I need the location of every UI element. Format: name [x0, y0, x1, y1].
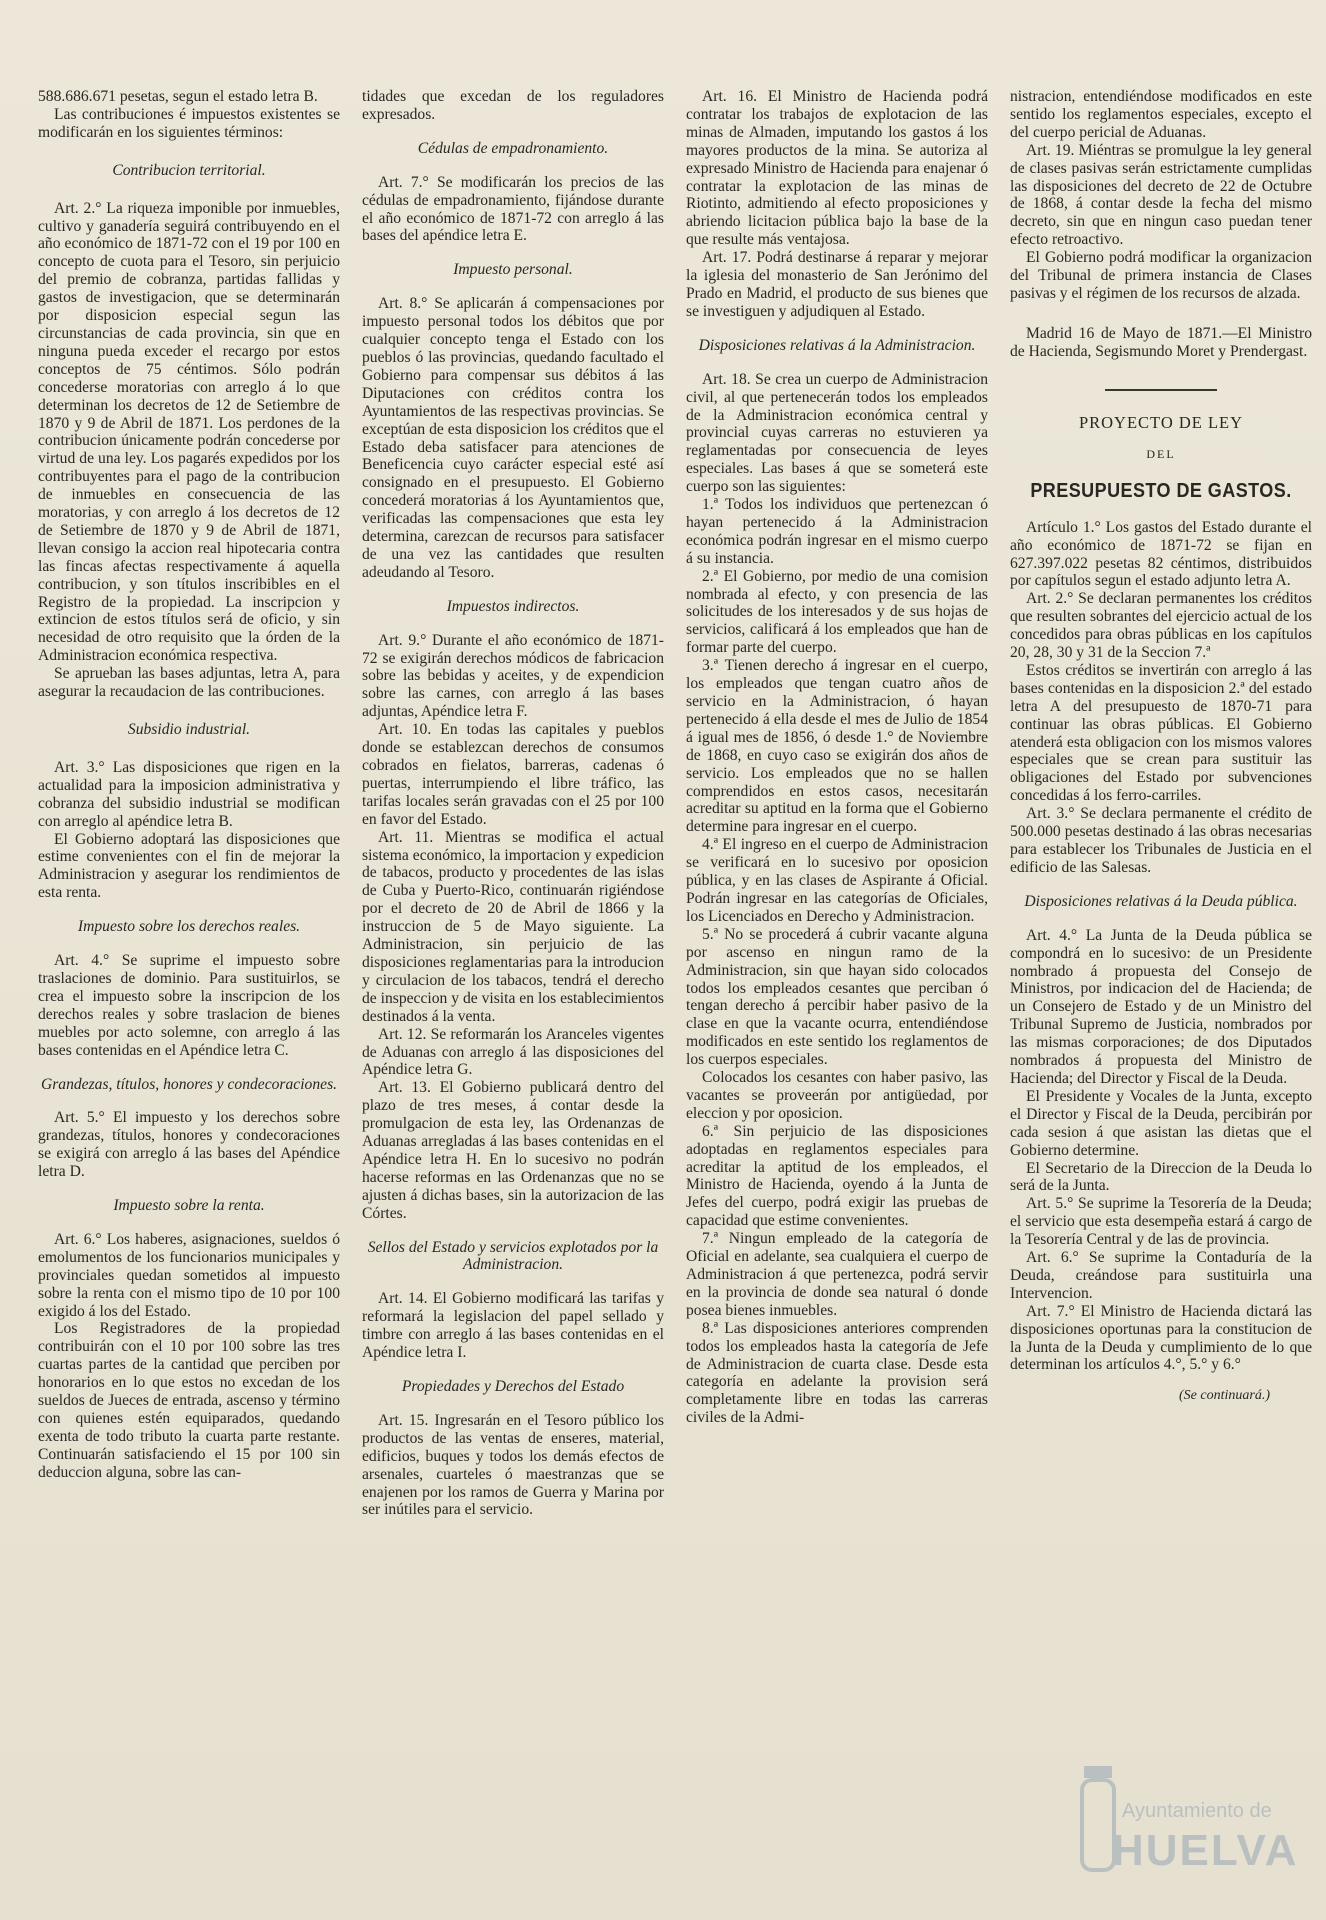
column-3: [686, 88, 988, 1910]
title-presupuesto: PRESUPUESTO DE GASTOS.: [1030, 479, 1292, 502]
paragraph: El Gobierno podrá modificar la organizacion del Tribunal de primera instancia de Clases pasivas y el régimen de los recursos de alzada.: [1010, 249, 1312, 302]
clause-7: 7.ª Ningun empleado de la categoría de Oficial en adelante, sea cualquiera el cuerpo de Administracion á que pertenezca, podrá servir en la provincia de donde sea natural ó donde posea bienes inmuebles.: [686, 1230, 988, 1319]
clause-3: 3.ª Tienen derecho á ingresar en el cuerpo, los empleados que tengan cuatro años de servicio en la Administracion, ó hayan pertenecido á ella desde el mes de Julio de 1854 á igual mes de 1856, ó desde 1.° de Noviembre de 1868, en cuyo caso se exigirán dos años de servicio. Los empleados que no se hallen comprendidos en estos casos, necesitarán acreditar su aptitud en la forma que el Gobierno determine para ingresar en el cuerpo.: [686, 657, 988, 836]
article-13: Art. 13. El Gobierno publicará dentro del plazo de tres meses, á contar desde la promulgacion de esta ley, las Ordenanzas de Aduanas arregladas á las bases contenidas en el Apéndice letra H. En lo sucesivo no podrán hacerse reformas en las Ordenanzas que no se ajusten á dichas bases, sin la autorizacion de las Córtes.: [362, 1079, 664, 1222]
clause-8: 8.ª Las disposiciones anteriores comprenden todos los empleados hasta la categoría de Jefe de Administracion de cuarta clase. Desde esta categoría en adelante la provision será completamente libre en todas las carreras civiles de la Admi-: [686, 1319, 988, 1427]
paragraph: Las contribuciones é impuestos existentes se modificarán en los siguientes términos:: [38, 105, 340, 141]
article-2: Art. 2.° La riqueza imponible por inmuebles, cultivo y ganadería seguirá contribuyendo en el año económico de 1871-72 con el 19 por 100 en concepto de cuota para el Tesoro, sin perjuicio del premio de cobranza, partidas fallidas y gastos de investigacion, que se determinarán por disposicion especial segun las circunstancias de cada provincia, sin que en ninguna pueda exceder el recargo por estos conceptos de 75 céntimos. Sólo podrán concederse moratorias con arreglo á lo que determinan los decretos de 12 de Setiembre de 1870 y 9 de Abril de 1871. Los perdones de la contribucion únicamente podrán concederse por virtud de una ley. Los pagarés expedidos por los contribuyentes para el pago de la contribucion de inmuebles en consecuencia de las moratorias, y con arreglo á los decretos de 12 de Setiembre de 1870 y 9 de Abril de 1871, llevan consigo la accion real hipotecaria contra las fincas afectas respectivamente á aquella contribucion, y son títulos inscribibles en el Registro de la propiedad. La inscripcion y extincion de estos títulos será de oficio, y sin necesidad de otro requisito que la órden de la Administracion económica respectiva.: [38, 199, 340, 665]
article-7: Art. 7.° El Ministro de Hacienda dictará las disposiciones oportunas para la constitucion de la Junta de la Deuda y cumplimiento de lo que determinan los artículos 4.°, 5.° y 6.°: [1010, 1302, 1312, 1374]
paragraph: tidades que excedan de los reguladores expresados.: [362, 88, 664, 123]
article-16: Art. 16. El Ministro de Hacienda podrá contratar los trabajos de explotacion de las minas de Almaden, imputando los gastos á los mayores productos de la mina. Se autoriza al expresado Ministro de Hacienda para enajenar ó contratar la explotacion de las minas de Riotinto, admitiendo al efecto proposiciones y abriendo licitacion pública bajo la base de la que resulte más ventajosa.: [686, 88, 988, 249]
article-6: Art. 6.° Se suprime la Contaduría de la Deuda, creándose para sustituirla una Intervencion.: [1010, 1249, 1312, 1302]
paragraph: Se aprueban las bases adjuntas, letra A, para asegurar la recaudacion de las contribuciones.: [38, 665, 340, 701]
section-heading: Cédulas de empadronamiento.: [417, 139, 609, 157]
article-17: Art. 17. Podrá destinarse á reparar y mejorar la iglesia del monasterio de San Jerónimo del Prado en Madrid, el producto de sus bienes que se investiguen y adjudiquen al Estado.: [686, 249, 988, 320]
article-11: Art. 11. Mientras se modifica el actual sistema económico, la importacion y expedicion de tabacos, producto y procedentes de las islas de Cuba y Puerto-Rico, continuarán rigiéndose por el decreto de 20 de Abril de 1866 y la instruccion de 5 de Mayo siguiente. La Administracion, sin perjuicio de las disposiciones reglamentarias para la introducion y circulacion de los tabacos, tendrá el derecho de inspeccion y de visita en los establecimientos destinados á la venta.: [362, 828, 664, 1025]
article-4: Art. 4.° Se suprime el impuesto sobre traslaciones de dominio. Para sustituirlos, se crea el impuesto sobre la inscripcion de los derechos reales y sobre traslacion de bienes muebles por acto solemne, con arreglo á las bases contenidas en el Apéndice letra C.: [38, 952, 340, 1059]
paragraph: 588.686.671 pesetas, segun el estado letra B.: [38, 88, 318, 105]
article-5: Art. 5.° Se suprime la Tesorería de la Deuda; el servicio que esta desempeña estará á cargo de la Tesorería Central y de las de provincia.: [1010, 1195, 1312, 1249]
article-9: Art. 9.° Durante el año económico de 1871-72 se exigirán derechos módicos de fabricacion sobre las bebidas y aceites, y de expendicion sobre las carnes, con arreglo á las bases adjuntas, Apéndice letra F.: [362, 631, 664, 721]
watermark-line1: Ayuntamiento de: [1122, 1800, 1272, 1822]
article-2: Art. 2.° Se declaran permanentes los créditos que resulten sobrantes del ejercicio actual de los concedidos para obras públicas en los capítulos 20, 28, 30 y 31 de la Seccion 7.ª: [1010, 590, 1312, 662]
section-heading: Propiedades y Derechos del Estado: [401, 1378, 625, 1395]
article-7: Art. 7.° Se modificarán los precios de las cédulas de empadronamiento, fijándose durante el año económico de 1871-72 con arreglo á las bases del apéndice letra E.: [362, 173, 664, 245]
article-8: Art. 8.° Se aplicarán á compensaciones por impuesto personal todos los débitos que por cualquier concepto tenga el Estado con los pueblos ó las provincias, quedando facultado el Gobierno para compensar sus débitos á las Diputaciones con créditos contra los Ayuntamientos de las respectivas provincias. Se exceptúan de esta disposicion los créditos que el Estado deba satisfacer para atenciones de Beneficencia cuyo carácter especial esté así consignado en el presupuesto. El Gobierno concederá moratorias á los Ayuntamientos que, verificadas las compensaciones que esta ley determina, carezcan de recursos para satisfacer de una vez las cantidades que resulten adeudando al Tesoro.: [362, 295, 664, 581]
section-heading: Grandezas, títulos, honores y condecoraciones.: [40, 1075, 338, 1093]
paragraph: Estos créditos se invertirán con arreglo á las bases contenidas en la disposicion 2.ª del estado letra A del presupuesto de 1870-71 para continuar las obras públicas. El Gobierno atenderá esta obligacion con los mismos valores especiales que se crean para sustituir las obligaciones del Estado por subvenciones concedidas á los ferro-carriles.: [1010, 661, 1312, 805]
title-del: DEL: [1146, 446, 1176, 461]
article-3: Art. 3.° Las disposiciones que rigen en la actualidad para la imposicion administrativa y cobranza del subsidio industrial se modifican con arreglo al apéndice letra B.: [38, 758, 340, 830]
divider: [1105, 389, 1217, 391]
watermark-line2: HUELVA: [1112, 1826, 1299, 1875]
article-4: Art. 4.° La Junta de la Deuda pública se compondrá en lo sucesivo: de un Presidente nombrado á propuesta del Consejo de Ministros, por indicacion del de Hacienda; de un Consejero de Estado y de un Ministro del Tribunal Supremo de Justicia, nombrados por las mismas corporaciones; de dos Diputados nombrados á propuesta del Ministro de Hacienda; del Director y Fiscal de la Deuda.: [1010, 926, 1312, 1087]
column-2: [362, 88, 664, 1910]
article-18: Art. 18. Se crea un cuerpo de Administracion civil, al que pertenecerán todos los empleados de la Administracion económica central y provincial cuyas carreras no estuvieren ya reglamentadas por consecuencia de leyes especiales. Las bases á que se someterá este cuerpo son las siguientes:: [686, 370, 988, 496]
article-5: Art. 5.° El impuesto y los derechos sobre grandezas, títulos, honores y condecoraciones se exigirá con arreglo á las bases del Apéndice letra D.: [38, 1109, 340, 1181]
section-heading: Impuesto personal.: [453, 261, 573, 279]
paragraph: El Secretario de la Direccion de la Deuda lo será de la Junta.: [1010, 1159, 1312, 1195]
clause-2: 2.ª El Gobierno, por medio de una comision nombrada al efecto, y con presencia de las solicitudes de los interesados y de sus hojas de servicios, calificará á los empleados que han de formar parte del cuerpo.: [686, 567, 988, 657]
article-1: Artículo 1.° Los gastos del Estado durante el año económico de 1871-72 se fijan en 627.397.022 pesetas 82 céntimos, distribuidos por capítulos segun el estado adjunto letra A.: [1010, 518, 1312, 590]
section-heading: Impuesto sobre los derechos reales.: [77, 918, 301, 936]
column-4: [1010, 88, 1312, 1910]
clause-1: 1.ª Todos los individuos que pertenezcan ó hayan pertenecido á la Administracion económica podrán ingresar en el mismo cuerpo á su instancia.: [686, 496, 988, 567]
clause-6: 6.ª Sin perjuicio de las disposiciones adoptadas en reglamentos especiales para acreditar la aptitud de los empleados, el Ministro de Hacienda, oyendo á la Junta de Jefes del cuerpo, podrá exigir las pruebas de capacidad que estime convenientes.: [686, 1122, 988, 1230]
text-columns: [38, 88, 1312, 1910]
title-proyecto: PROYECTO DE LEY: [1078, 412, 1244, 432]
section-heading: Contribucion territorial.: [112, 161, 266, 179]
article-10: Art. 10. En todas las capitales y pueblos donde se establezcan derechos de consumos cobrados en fielatos, barreras, cadenas ó puertas, interrumpiendo el libre tráfico, las tarifas locales serán gravadas con el 25 por 100 en favor del Estado.: [362, 721, 664, 828]
article-12: Art. 12. Se reformarán los Aranceles vigentes de Aduanas con arreglo á las disposiciones del Apéndice letra G.: [362, 1025, 664, 1079]
article-19: Art. 19. Miéntras se promulgue la ley general de clases pasivas serán estrictamente cumplidas las disposiciones del decreto de 22 de Octubre de 1868, á contar desde la fecha del mismo decreto, sin que en ningun caso puedan tener efecto retroactivo.: [1010, 141, 1312, 249]
clause-4: 4.ª El ingreso en el cuerpo de Administracion se verificará en lo sucesivo por oposicion pública, y en las clases de Aspirante á Oficial. Podrán ingresar en las categorías de Oficiales, los Licenciados en Derecho y Administracion.: [686, 836, 988, 925]
paragraph: Los Registradores de la propiedad contribuirán con el 10 por 100 sobre las tres cuartas partes de la cantidad que perciben por honorarios en lo que estos no excedan de los sueldos de Jueces de entrada, ascenso y término con quienes estén equiparados, quedando exenta de todo tributo la cuarta parte restante. Continuarán satisfaciendo el 15 por 100 sin deduccion alguna, sobre las can-: [38, 1320, 340, 1481]
column-1: [38, 88, 340, 1910]
article-15: Art. 15. Ingresarán en el Tesoro público los productos de las ventas de enseres, material, edificios, buques y todos los demás efectos de arsenales, cuarteles ó maestranzas que se enajenen por los ramos de Guerra y Marina por ser inútiles para el servicio.: [362, 1411, 664, 1519]
section-heading: Sellos del Estado y servicios explotados por la Administracion.: [367, 1238, 659, 1274]
section-heading: Impuestos indirectos.: [446, 597, 580, 615]
article-3: Art. 3.° Se declara permanente el crédito de 500.000 pesetas destinado á las obras necesarias para establecer los Tribunales de Justicia en el edificio de las Salesas.: [1010, 805, 1312, 876]
article-14: Art. 14. El Gobierno modificará las tarifas y reformará la legislacion del papel sellado y timbre con arreglo á las bases contenidas en el Apéndice letra I.: [362, 1290, 664, 1362]
clause-5: 5.ª No se procederá á cubrir vacante alguna por ascenso en ningun ramo de la Administracion, sin que hayan sido colocados todos los empleados cesantes que perciban ó tengan derecho á percibir haber pasivo de la clase en que la vacante ocurra, entendiéndose modificados en este sentido los reglamentos de los cuerpos especiales.: [686, 925, 988, 1069]
paragraph: El Presidente y Vocales de la Junta, excepto el Director y Fiscal de la Deuda, percibirán por cada sesion á que asistan las dietas que el Gobierno determine.: [1010, 1087, 1312, 1159]
paragraph: Colocados los cesantes con haber pasivo, las vacantes se proveerán por antigüedad, por eleccion y por oposicion.: [686, 1069, 988, 1122]
signature-line: Madrid 16 de Mayo de 1871.—El Ministro de Hacienda, Segismundo Moret y Prendergast.: [1010, 324, 1312, 360]
continued-note: (Se continuará.): [1179, 1388, 1270, 1404]
section-heading: Subsidio industrial.: [127, 721, 251, 738]
section-heading: Disposiciones relativas á la Administracion.: [698, 336, 976, 354]
section-heading: Disposiciones relativas á la Deuda pública.: [1024, 892, 1298, 910]
section-heading: Impuesto sobre la renta.: [113, 1197, 265, 1215]
paragraph: nistracion, entendiéndose modificados en este sentido los reglamentos especiales, excepto el del cuerpo pericial de Aduanas.: [1010, 88, 1312, 141]
paragraph: El Gobierno adoptará las disposiciones que estime convenientes con el fin de mejorar la Administracion y asegurar los rendimientos de esta renta.: [38, 830, 340, 902]
article-6: Art. 6.° Los haberes, asignaciones, sueldos ó emolumentos de los funcionarios municipales y provinciales quedan sometidos al impuesto sobre la renta con el mismo tipo de 10 por 100 exigido á los del Estado.: [38, 1230, 340, 1320]
